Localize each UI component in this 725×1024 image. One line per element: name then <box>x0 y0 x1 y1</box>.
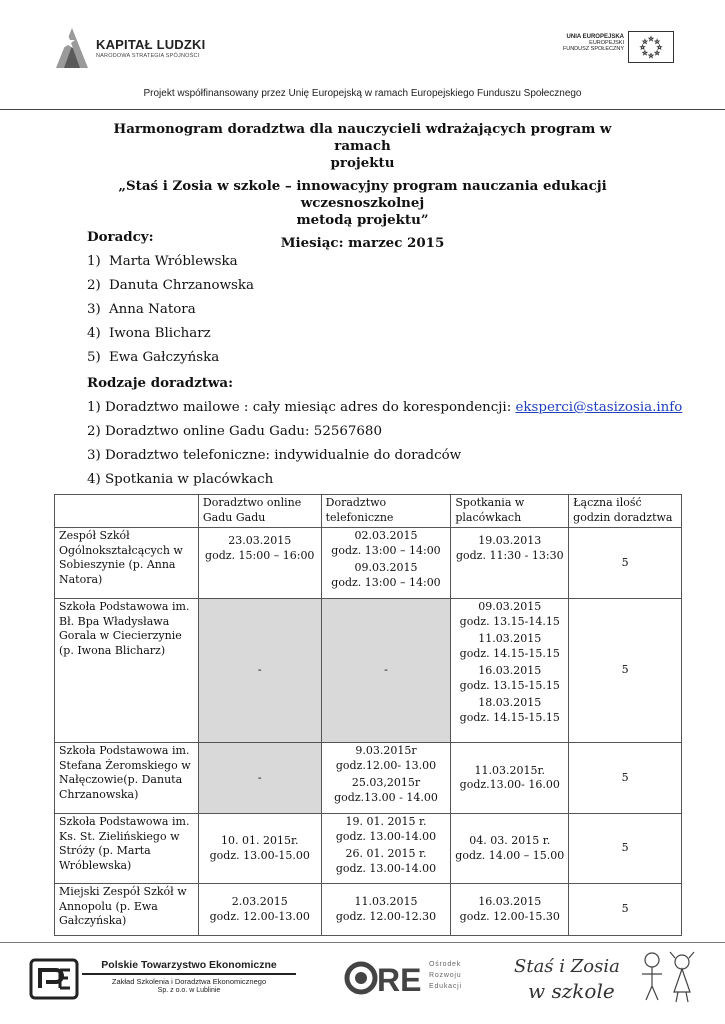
pte-subtitle-2: Sp. z o.o. w Lublinie <box>157 987 221 994</box>
entry-date: 19. 01. 2015 r. <box>345 815 427 828</box>
table-header-cell <box>55 495 199 528</box>
header-divider <box>0 109 725 110</box>
eu-line-3: FUNDUSZ SPOŁECZNY <box>562 46 624 52</box>
advisor-name: Iwona Blicharz <box>109 326 211 341</box>
type-phone: 3) Doradztwo telefoniczne: indywidualnie do doradców <box>87 448 462 463</box>
meetings-cell <box>451 884 569 936</box>
meetings-cell <box>451 743 569 814</box>
online-cell-empty: - <box>198 743 321 814</box>
table-row <box>55 743 682 814</box>
entry-date: 25.03,2015r <box>351 776 421 789</box>
entry-date: 9.03.2015r <box>355 744 417 757</box>
entry-date: 04. 03. 2015 r. <box>469 834 551 847</box>
online-cell <box>198 884 321 936</box>
schedule-entry <box>453 764 566 793</box>
advisor-item <box>87 326 211 341</box>
stas-i-zosia-line-2: w szkole <box>528 979 615 1003</box>
phone-cell <box>321 528 451 599</box>
online-cell <box>198 528 321 599</box>
schedule-entry <box>453 534 566 563</box>
entry-date: 11.03.2015r. <box>474 763 546 777</box>
title-line-2: projektu <box>330 155 395 171</box>
online-cell-empty: - <box>198 599 321 743</box>
ore-logo-icon <box>344 957 422 999</box>
entry-time: godz. 13.00-14.00 <box>335 829 437 843</box>
online-cell <box>198 814 321 884</box>
entry-date: 11.03.2015 <box>354 895 418 908</box>
entry-date: 09.03.2015 <box>478 600 542 613</box>
schedule-table <box>54 494 682 936</box>
email-link[interactable]: eksperci@stasizosia.info <box>515 400 683 415</box>
entry-time: godz. 11:30 - 13:30 <box>455 548 564 562</box>
advisor-item <box>87 278 254 293</box>
entry-time: godz.13.00 - 14.00 <box>334 790 438 804</box>
ore-line-3: Edukacji <box>429 983 462 990</box>
type-online: 2) Doradztwo online Gadu Gadu: 52567680 <box>87 424 382 439</box>
kapital-ludzki-logo-icon <box>52 26 92 70</box>
phone-cell-empty: - <box>321 599 451 743</box>
advisor-item <box>87 254 238 269</box>
entry-time: godz.12.00- 13.00 <box>335 758 437 772</box>
schedule-entry <box>453 600 566 629</box>
school-cell: Szkoła Podstawowa im. Ks. St. Zielińskiego w Stróży (p. Marta Wróblewska) <box>55 814 199 884</box>
advisor-number: 4) <box>87 326 101 341</box>
kapital-ludzki-subtitle: NARODOWA STRATEGIA SPÓJNOŚCI <box>96 53 200 59</box>
advisor-number: 5) <box>87 350 101 365</box>
table-header-row <box>55 495 682 528</box>
ore-text <box>429 959 462 992</box>
pte-divider <box>82 973 296 975</box>
schedule-entry <box>201 834 319 863</box>
pte-text <box>82 959 296 994</box>
entry-date: 19.03.2013 <box>478 534 542 547</box>
entry-time: godz. 14.15-15.15 <box>459 710 560 724</box>
advisor-name: Anna Natora <box>109 302 196 317</box>
advisor-number: 3) <box>87 302 101 317</box>
schedule-entry <box>453 632 566 661</box>
footer-divider <box>0 942 725 943</box>
table-row <box>55 528 682 599</box>
pte-subtitle-1: Zakład Szkolenia i Doradztwa Ekonomicznego <box>111 977 267 986</box>
kapital-ludzki-text <box>96 37 205 59</box>
page-header <box>0 0 725 110</box>
entry-time: godz. 13.15-15.15 <box>459 678 560 692</box>
entry-date: 2.03.2015 <box>231 895 288 908</box>
pte-title: Polskie Towarzystwo Ekonomiczne <box>101 959 277 971</box>
advisor-name: Danuta Chrzanowska <box>109 278 255 293</box>
entry-time: godz. 12.00-12.30 <box>335 909 437 923</box>
entry-time: godz. 13:00 – 14:00 <box>331 543 441 557</box>
total-hours-cell: 5 <box>569 814 682 884</box>
schedule-entry <box>324 847 449 876</box>
total-hours-cell: 5 <box>569 599 682 743</box>
meetings-cell <box>451 528 569 599</box>
schedule-entry <box>324 815 449 844</box>
schedule-entry <box>324 561 449 590</box>
table-header-cell: Doradztwo online Gadu Gadu <box>198 495 321 528</box>
advisor-item <box>87 350 219 365</box>
entry-date: 02.03.2015 <box>354 529 418 542</box>
table-header-cell: Doradztwo telefoniczne <box>321 495 451 528</box>
school-cell: Zespół Szkół Ogólnokształcących w Sobieszynie (p. Anna Natora) <box>55 528 199 599</box>
project-name <box>90 178 635 229</box>
schedule-entry <box>453 664 566 693</box>
entry-date: 23.03.2015 <box>228 534 292 547</box>
cofinancing-note: Projekt współfinansowany przez Unię Europejską w ramach Europejskiego Funduszu Społecznego <box>143 88 582 99</box>
phone-cell <box>321 743 451 814</box>
phone-cell <box>321 884 451 936</box>
school-cell: Szkoła Podstawowa im. Stefana Żeromskiego w Nałęczowie(p. Danuta Chrzanowska) <box>55 743 199 814</box>
entry-time: godz. 13.00-14.00 <box>335 861 437 875</box>
entry-time: godz. 13.00-15.00 <box>209 848 310 862</box>
title-line-1: Harmonogram doradztwa dla nauczycieli wdrażających program w ramach <box>113 121 612 154</box>
schedule-entry <box>324 895 449 924</box>
schedule-entry <box>453 696 566 725</box>
entry-date: 18.03.2015 <box>478 696 542 709</box>
meetings-cell <box>451 814 569 884</box>
pte-logo-icon <box>30 958 78 1000</box>
schedule-entry <box>324 776 449 805</box>
document-title <box>90 121 635 172</box>
entry-date: 26. 01. 2015 r. <box>345 847 427 860</box>
entry-time: godz. 14.15-15.15 <box>459 646 560 660</box>
total-hours-cell: 5 <box>569 528 682 599</box>
entry-time: godz. 15:00 – 16:00 <box>205 548 315 562</box>
advisors-heading: Doradcy: <box>87 229 154 245</box>
meetings-cell <box>451 599 569 743</box>
month-label: Miesiąc: marzec 2015 <box>280 235 445 251</box>
table-row <box>55 599 682 743</box>
stas-i-zosia-line-1: Staś i Zosia <box>514 956 620 977</box>
project-line-1: „Staś i Zosia w szkole – innowacyjny program nauczania edukacji wczesnoszkolnej <box>118 178 607 211</box>
document-titles <box>90 121 635 252</box>
ore-line-2: Rozwoju <box>429 972 462 979</box>
table-row <box>55 884 682 936</box>
ore-line-1: Ośrodek <box>429 961 462 968</box>
type-mail-text: 1) Doradztwo mailowe : cały miesiąc adres do korespondencji: <box>87 400 516 415</box>
schedule-entry <box>201 534 319 563</box>
entry-time: godz. 12.00-13.00 <box>209 909 310 923</box>
schedule-entry <box>324 744 449 773</box>
eu-flag-icon <box>628 31 674 63</box>
advisor-number: 1) <box>87 254 101 269</box>
total-hours-cell: 5 <box>569 884 682 936</box>
eu-text <box>540 34 624 52</box>
phone-cell <box>321 814 451 884</box>
types-heading: Rodzaje doradztwa: <box>87 375 234 391</box>
stas-i-zosia-logo-icon <box>512 946 700 1008</box>
kapital-ludzki-title: KAPITAŁ LUDZKI <box>96 37 206 52</box>
entry-time: godz. 14.00 – 15.00 <box>455 848 565 862</box>
total-hours-cell: 5 <box>569 743 682 814</box>
eu-line-1: UNIA EUROPEJSKA <box>566 34 624 40</box>
entry-date: 09.03.2015 <box>354 561 418 574</box>
entry-date: 10. 01. 2015r. <box>220 834 299 847</box>
entry-time: godz. 13:00 – 14:00 <box>331 575 441 589</box>
schedule-entry <box>453 895 566 924</box>
advisor-name: Ewa Gałczyńska <box>109 350 220 365</box>
advisor-number: 2) <box>87 278 101 293</box>
type-meetings: 4) Spotkania w placówkach <box>87 472 274 487</box>
table-header-cell: Łączna ilość godzin doradztwa <box>569 495 682 528</box>
schedule-entry <box>201 895 319 924</box>
project-line-2: metodą projektu” <box>296 212 429 228</box>
school-cell: Szkoła Podstawowa im. Bł. Bpa Władysława Gorala w Ciecierzynie (p. Iwona Blicharz) <box>55 599 199 743</box>
schedule-entry <box>453 834 566 863</box>
eu-line-2: EUROPEJSKI <box>589 40 624 46</box>
type-mail <box>87 400 682 415</box>
advisor-name: Marta Wróblewska <box>109 254 238 269</box>
entry-time: godz.13.00- 16.00 <box>459 778 560 791</box>
entry-time: godz. 13.15-14.15 <box>459 614 560 628</box>
svg-text:RE: RE <box>377 962 422 998</box>
schedule-entry <box>324 529 449 558</box>
advisor-item <box>87 302 196 317</box>
entry-time: godz. 12.00-15.30 <box>459 909 560 923</box>
entry-date: 16.03.2015 <box>478 895 542 908</box>
entry-date: 16.03.2015 <box>478 664 542 677</box>
table-row <box>55 814 682 884</box>
school-cell: Miejski Zespół Szkół w Annopolu (p. Ewa Gałczyńska) <box>55 884 199 936</box>
entry-date: 11.03.2015 <box>478 632 542 645</box>
table-header-cell: Spotkania w placówkach <box>451 495 569 528</box>
